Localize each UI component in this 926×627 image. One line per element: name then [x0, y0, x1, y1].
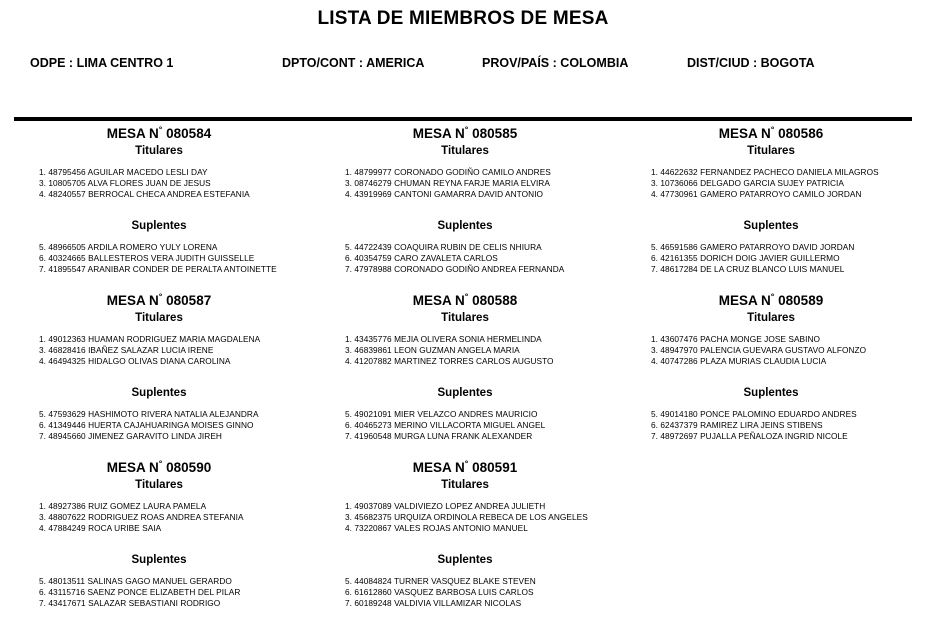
member-list-titulares: [320, 334, 610, 367]
mesa-title: [626, 126, 916, 142]
member-name: DORICH DOIG JAVIER GUILLERMO: [700, 253, 840, 263]
member-row: [39, 242, 304, 253]
member-dni: 43607476: [660, 334, 698, 344]
member-name: MURGA LUNA FRANK ALEXANDER: [394, 431, 533, 441]
member-name: CORONADO GODIÑO ANDREA FERNANDA: [394, 264, 565, 274]
member-index: 1.: [39, 501, 47, 511]
member-row: [345, 598, 610, 609]
member-index: 5.: [39, 576, 47, 586]
member-row: [345, 242, 610, 253]
member-row: [345, 576, 610, 587]
member-dni: 60189248: [354, 598, 392, 608]
member-row: [39, 345, 304, 356]
member-dni: 43417671: [48, 598, 86, 608]
member-row: [651, 420, 916, 431]
member-index: 1.: [345, 167, 353, 177]
suplentes-section: [320, 386, 610, 442]
meta-value-prov-pais: COLOMBIA: [560, 56, 629, 70]
member-index: 6.: [345, 253, 353, 263]
member-index: 7.: [345, 264, 353, 274]
member-index: 5.: [39, 242, 47, 252]
member-list-titulares: [320, 501, 610, 534]
member-index: 3.: [39, 345, 47, 355]
member-row: [39, 431, 304, 442]
member-row: [651, 345, 916, 356]
member-row: [39, 264, 304, 275]
member-dni: 48617284: [660, 264, 698, 274]
member-row: [39, 178, 304, 189]
member-index: 1.: [345, 501, 353, 511]
member-list-titulares: [626, 334, 916, 367]
member-row: [39, 598, 304, 609]
suplentes-heading: Suplentes: [743, 220, 799, 232]
header-divider-rule: [14, 117, 912, 121]
suplentes-section: [320, 553, 610, 609]
member-name: LEON GUZMAN ANGELA MARIA: [394, 345, 520, 355]
mesa-block: [320, 126, 610, 293]
member-dni: 41349446: [48, 420, 86, 430]
member-list-titulares: [14, 167, 304, 200]
member-row: [345, 178, 610, 189]
member-row: [345, 409, 610, 420]
document-meta-row: [0, 53, 926, 73]
member-row: [651, 334, 916, 345]
member-index: 4.: [651, 356, 659, 366]
member-index: 7.: [39, 431, 47, 441]
mesa-number: 080591: [472, 460, 518, 475]
member-index: 3.: [651, 345, 659, 355]
meta-field-prov-pais: [482, 53, 687, 73]
mesa-title-prefix: MESA N: [106, 126, 159, 141]
meta-label-dist-ciud: DIST/CIUD: [687, 56, 750, 70]
member-dni: 49021091: [354, 409, 392, 419]
member-index: 6.: [651, 420, 659, 430]
member-row: [39, 253, 304, 264]
member-index: 6.: [651, 253, 659, 263]
member-dni: 47884249: [48, 523, 86, 533]
member-index: 4.: [345, 356, 353, 366]
titulares-heading: Titulares: [441, 145, 489, 157]
member-row: [345, 253, 610, 264]
suplentes-section: [320, 219, 610, 275]
member-list-titulares: [320, 167, 610, 200]
member-list-suplentes: [626, 409, 916, 442]
member-name: ARANIBAR CONDER DE PERALTA ANTOINETTE: [87, 264, 277, 274]
mesa-title: [14, 460, 304, 476]
member-row: [39, 409, 304, 420]
member-list-titulares: [14, 334, 304, 367]
member-index: 5.: [345, 576, 353, 586]
degree-icon: °: [158, 291, 163, 302]
suplentes-heading: Suplentes: [131, 554, 187, 566]
member-dni: 40324665: [48, 253, 86, 263]
member-index: 5.: [345, 242, 353, 252]
mesa-title-prefix: MESA N: [106, 460, 159, 475]
member-row: [345, 345, 610, 356]
member-dni: 47978988: [354, 264, 392, 274]
member-index: 6.: [345, 587, 353, 597]
member-dni: 43435776: [354, 334, 392, 344]
mesa-title: [320, 126, 610, 142]
meta-field-dpto-cont: [282, 53, 482, 73]
member-list-suplentes: [14, 409, 304, 442]
mesa-number: 080586: [778, 126, 824, 141]
member-index: 7.: [39, 598, 47, 608]
mesa-number: 080585: [472, 126, 518, 141]
member-row: [651, 409, 916, 420]
member-name: VALDIVIEZO LOPEZ ANDREA JULIETH: [394, 501, 546, 511]
member-dni: 48799977: [354, 167, 392, 177]
member-index: 6.: [39, 420, 47, 430]
member-list-suplentes: [320, 242, 610, 275]
member-index: 1.: [651, 167, 659, 177]
member-row: [39, 420, 304, 431]
degree-icon: °: [158, 458, 163, 469]
member-dni: 47730961: [660, 189, 698, 199]
member-index: 7.: [345, 431, 353, 441]
member-row: [345, 420, 610, 431]
member-index: 3.: [651, 178, 659, 188]
member-index: 3.: [345, 512, 353, 522]
member-name: PONCE PALOMINO EDUARDO ANDRES: [700, 409, 857, 419]
member-name: GAMERO PATARROYO CAMILO JORDAN: [700, 189, 862, 199]
member-index: 4.: [39, 356, 47, 366]
member-name: HIDALGO OLIVAS DIANA CAROLINA: [88, 356, 231, 366]
mesa-number: 080589: [778, 293, 824, 308]
member-name: ALVA FLORES JUAN DE JESUS: [87, 178, 211, 188]
member-index: 1.: [345, 334, 353, 344]
meta-field-dist-ciud: [687, 53, 887, 73]
member-dni: 48807622: [48, 512, 86, 522]
member-dni: 41960548: [354, 431, 392, 441]
member-dni: 73220867: [354, 523, 392, 533]
member-index: 4.: [651, 189, 659, 199]
member-dni: 10736066: [660, 178, 698, 188]
member-row: [345, 587, 610, 598]
member-name: DE LA CRUZ BLANCO LUIS MANUEL: [700, 264, 845, 274]
member-name: ROCA URIBE SAIA: [88, 523, 162, 533]
member-row: [39, 523, 304, 534]
member-index: 6.: [39, 587, 47, 597]
member-row: [651, 431, 916, 442]
member-name: MEJIA OLIVERA SONIA HERMELINDA: [394, 334, 542, 344]
mesa-title-prefix: MESA N: [412, 460, 465, 475]
mesa-number: 080588: [472, 293, 518, 308]
member-index: 5.: [651, 242, 659, 252]
member-index: 5.: [345, 409, 353, 419]
member-name: MARTINEZ TORRES CARLOS AUGUSTO: [394, 356, 554, 366]
member-dni: 49037089: [354, 501, 392, 511]
member-dni: 48966505: [48, 242, 86, 252]
page-title: LISTA DE MIEMBROS DE MESA: [317, 8, 609, 29]
member-dni: 49014180: [660, 409, 698, 419]
member-row: [345, 189, 610, 200]
member-row: [345, 523, 610, 534]
suplentes-heading: Suplentes: [437, 387, 493, 399]
member-list-titulares: [14, 501, 304, 534]
suplentes-section: [626, 386, 916, 442]
member-dni: 48947970: [660, 345, 698, 355]
member-dni: 40354759: [354, 253, 392, 263]
degree-icon: °: [158, 124, 163, 135]
member-row: [651, 167, 916, 178]
member-name: BERROCAL CHECA ANDREA ESTEFANIA: [88, 189, 250, 199]
meta-label-odpe: ODPE: [30, 56, 66, 70]
member-dni: 42161355: [660, 253, 698, 263]
member-dni: 48013511: [48, 576, 86, 586]
member-name: URQUIZA ORDINOLA REBECA DE LOS ANGELES: [394, 512, 588, 522]
member-dni: 41207882: [354, 356, 392, 366]
member-row: [345, 264, 610, 275]
member-row: [39, 576, 304, 587]
member-dni: 61612860: [354, 587, 392, 597]
suplentes-section: [14, 219, 304, 275]
member-name: GAMERO PATARROYO DAVID JORDAN: [700, 242, 855, 252]
member-list-suplentes: [14, 576, 304, 609]
member-index: 3.: [345, 345, 353, 355]
mesa-block: [14, 126, 304, 293]
mesa-title: [14, 293, 304, 309]
member-row: [39, 334, 304, 345]
member-row: [651, 253, 916, 264]
member-dni: 45682375: [354, 512, 392, 522]
member-row: [345, 334, 610, 345]
member-dni: 44084824: [354, 576, 392, 586]
meta-separator-prov-pais: :: [552, 56, 557, 70]
member-row: [39, 512, 304, 523]
member-name: SALAZAR SEBASTIANI RODRIGO: [88, 598, 221, 608]
member-name: RAMIREZ LIRA JEINS STIBENS: [700, 420, 823, 430]
member-name: VALES ROJAS ANTONIO MANUEL: [394, 523, 528, 533]
member-dni: 48927386: [48, 501, 86, 511]
mesa-grid: [0, 126, 926, 627]
member-dni: 48972697: [660, 431, 698, 441]
member-row: [345, 501, 610, 512]
member-dni: 46839861: [354, 345, 392, 355]
meta-value-dpto-cont: AMERICA: [366, 56, 425, 70]
mesa-number: 080584: [166, 126, 212, 141]
member-dni: 62437379: [660, 420, 698, 430]
member-index: 4.: [39, 189, 47, 199]
mesa-title: [320, 293, 610, 309]
member-row: [651, 178, 916, 189]
mesa-number: 080587: [166, 293, 212, 308]
member-index: 1.: [39, 334, 47, 344]
member-index: 4.: [345, 523, 353, 533]
member-name: IBAÑEZ SALAZAR LUCIA IRENE: [88, 345, 214, 355]
member-row: [39, 587, 304, 598]
member-list-suplentes: [626, 242, 916, 275]
mesa-title-prefix: MESA N: [106, 293, 159, 308]
degree-icon: °: [464, 291, 469, 302]
member-index: 5.: [39, 409, 47, 419]
titulares-heading: Titulares: [135, 312, 183, 324]
member-row: [345, 512, 610, 523]
member-name: PALENCIA GUEVARA GUSTAVO ALFONZO: [700, 345, 867, 355]
member-index: 6.: [345, 420, 353, 430]
meta-separator-dpto-cont: :: [358, 56, 364, 70]
member-index: 3.: [39, 178, 47, 188]
member-dni: 43115716: [48, 587, 86, 597]
mesa-block: [14, 460, 304, 627]
member-list-suplentes: [320, 409, 610, 442]
member-name: RODRIGUEZ ROAS ANDREA STEFANIA: [88, 512, 244, 522]
mesa-title-prefix: MESA N: [412, 293, 465, 308]
meta-label-prov-pais: PROV/PAÍS: [482, 56, 550, 70]
mesa-title: [320, 460, 610, 476]
member-dni: 46828416: [48, 345, 86, 355]
member-row: [345, 431, 610, 442]
member-row: [345, 356, 610, 367]
member-name: MERINO VILLACORTA MIGUEL ANGEL: [394, 420, 546, 430]
member-index: 1.: [39, 167, 47, 177]
mesa-title-prefix: MESA N: [412, 126, 465, 141]
member-name: RUIZ GOMEZ LAURA PAMELA: [88, 501, 207, 511]
meta-separator-odpe: :: [68, 56, 74, 70]
member-index: 5.: [651, 409, 659, 419]
member-index: 7.: [651, 264, 659, 274]
member-name: TURNER VASQUEZ BLAKE STEVEN: [393, 576, 536, 586]
member-dni: 10805705: [48, 178, 86, 188]
member-index: 1.: [651, 334, 659, 344]
member-index: 3.: [345, 178, 353, 188]
suplentes-section: [14, 553, 304, 609]
titulares-heading: Titulares: [747, 312, 795, 324]
meta-label-dpto-cont: DPTO/CONT: [282, 56, 356, 70]
degree-icon: °: [464, 458, 469, 469]
member-name: CANTONI GAMARRA DAVID ANTONIO: [394, 189, 544, 199]
member-dni: 40747286: [660, 356, 698, 366]
member-name: HUERTA CAJAHUARINGA MOISES GINNO: [88, 420, 254, 430]
titulares-heading: Titulares: [441, 479, 489, 491]
member-name: CORONADO GODIÑO CAMILO ANDRES: [394, 167, 551, 177]
member-index: 7.: [39, 264, 47, 274]
titulares-heading: Titulares: [135, 479, 183, 491]
mesa-title: [626, 293, 916, 309]
member-name: HASHIMOTO RIVERA NATALIA ALEJANDRA: [88, 409, 259, 419]
member-name: FERNANDEZ PACHECO DANIELA MILAGROS: [700, 167, 879, 177]
member-dni: 44722439: [354, 242, 392, 252]
member-name: JIMENEZ GARAVITO LINDA JIREH: [88, 431, 222, 441]
meta-field-odpe: [14, 53, 282, 73]
suplentes-section: [626, 219, 916, 275]
mesa-block: [626, 293, 916, 460]
titulares-heading: Titulares: [747, 145, 795, 157]
suplentes-heading: Suplentes: [743, 387, 799, 399]
member-name: ARDILA ROMERO YULY LORENA: [87, 242, 218, 252]
member-row: [651, 264, 916, 275]
member-dni: 46591586: [660, 242, 698, 252]
meta-value-odpe: LIMA CENTRO 1: [76, 56, 174, 70]
mesa-number: 080590: [166, 460, 212, 475]
member-index: 4.: [345, 189, 353, 199]
member-dni: 48240557: [48, 189, 86, 199]
member-name: HUAMAN RODRIGUEZ MARIA MAGDALENA: [88, 334, 261, 344]
suplentes-heading: Suplentes: [437, 554, 493, 566]
mesa-block: [320, 293, 610, 460]
member-name: BALLESTEROS VERA JUDITH GUISSELLE: [88, 253, 255, 263]
member-name: DELGADO GARCIA SUJEY PATRICIA: [700, 178, 844, 188]
member-dni: 40465273: [354, 420, 392, 430]
member-list-titulares: [626, 167, 916, 200]
member-name: AGUILAR MACEDO LESLI DAY: [87, 167, 208, 177]
member-index: 3.: [39, 512, 47, 522]
suplentes-heading: Suplentes: [437, 220, 493, 232]
titulares-heading: Titulares: [135, 145, 183, 157]
degree-icon: °: [464, 124, 469, 135]
member-name: MIER VELAZCO ANDRES MAURICIO: [394, 409, 538, 419]
member-dni: 43919969: [354, 189, 392, 199]
member-list-suplentes: [320, 576, 610, 609]
mesa-title-prefix: MESA N: [718, 293, 771, 308]
member-row: [651, 356, 916, 367]
mesa-block: [14, 293, 304, 460]
member-name: PLAZA MURIAS CLAUDIA LUCIA: [700, 356, 827, 366]
suplentes-heading: Suplentes: [131, 387, 187, 399]
member-index: 7.: [651, 431, 659, 441]
member-index: 7.: [345, 598, 353, 608]
meta-value-dist-ciud: BOGOTA: [760, 56, 815, 70]
member-row: [39, 356, 304, 367]
member-name: VASQUEZ BARBOSA LUIS CARLOS: [394, 587, 534, 597]
degree-icon: °: [770, 124, 775, 135]
suplentes-section: [14, 386, 304, 442]
member-dni: 49012363: [48, 334, 86, 344]
member-name: SAENZ PONCE ELIZABETH DEL PILAR: [87, 587, 241, 597]
suplentes-heading: Suplentes: [131, 220, 187, 232]
member-name: PUJALLA PEÑALOZA INGRID NICOLE: [700, 431, 848, 441]
member-list-suplentes: [14, 242, 304, 275]
member-row: [345, 167, 610, 178]
member-name: VALDIVIA VILLAMIZAR NICOLAS: [394, 598, 522, 608]
mesa-title-prefix: MESA N: [718, 126, 771, 141]
member-name: PACHA MONGE JOSE SABINO: [700, 334, 821, 344]
member-dni: 08746279: [354, 178, 392, 188]
member-dni: 46494325: [48, 356, 86, 366]
member-name: CHUMAN REYNA FARJE MARIA ELVIRA: [394, 178, 550, 188]
member-row: [39, 167, 304, 178]
degree-icon: °: [770, 291, 775, 302]
member-index: 4.: [39, 523, 47, 533]
meta-separator-dist-ciud: :: [752, 56, 758, 70]
member-name: COAQUIRA RUBIN DE CELIS NHIURA: [394, 242, 542, 252]
member-row: [651, 242, 916, 253]
member-row: [651, 189, 916, 200]
member-name: CARO ZAVALETA CARLOS: [394, 253, 498, 263]
member-dni: 44622632: [660, 167, 698, 177]
member-dni: 48945660: [48, 431, 86, 441]
member-row: [39, 189, 304, 200]
member-index: 6.: [39, 253, 47, 263]
member-dni: 41895547: [48, 264, 86, 274]
member-name: SALINAS GAGO MANUEL GERARDO: [87, 576, 232, 586]
mesa-title: [14, 126, 304, 142]
member-row: [39, 501, 304, 512]
member-dni: 47593629: [48, 409, 86, 419]
mesa-block: [320, 460, 610, 627]
mesa-block: [626, 126, 916, 293]
member-dni: 48795456: [48, 167, 86, 177]
titulares-heading: Titulares: [441, 312, 489, 324]
